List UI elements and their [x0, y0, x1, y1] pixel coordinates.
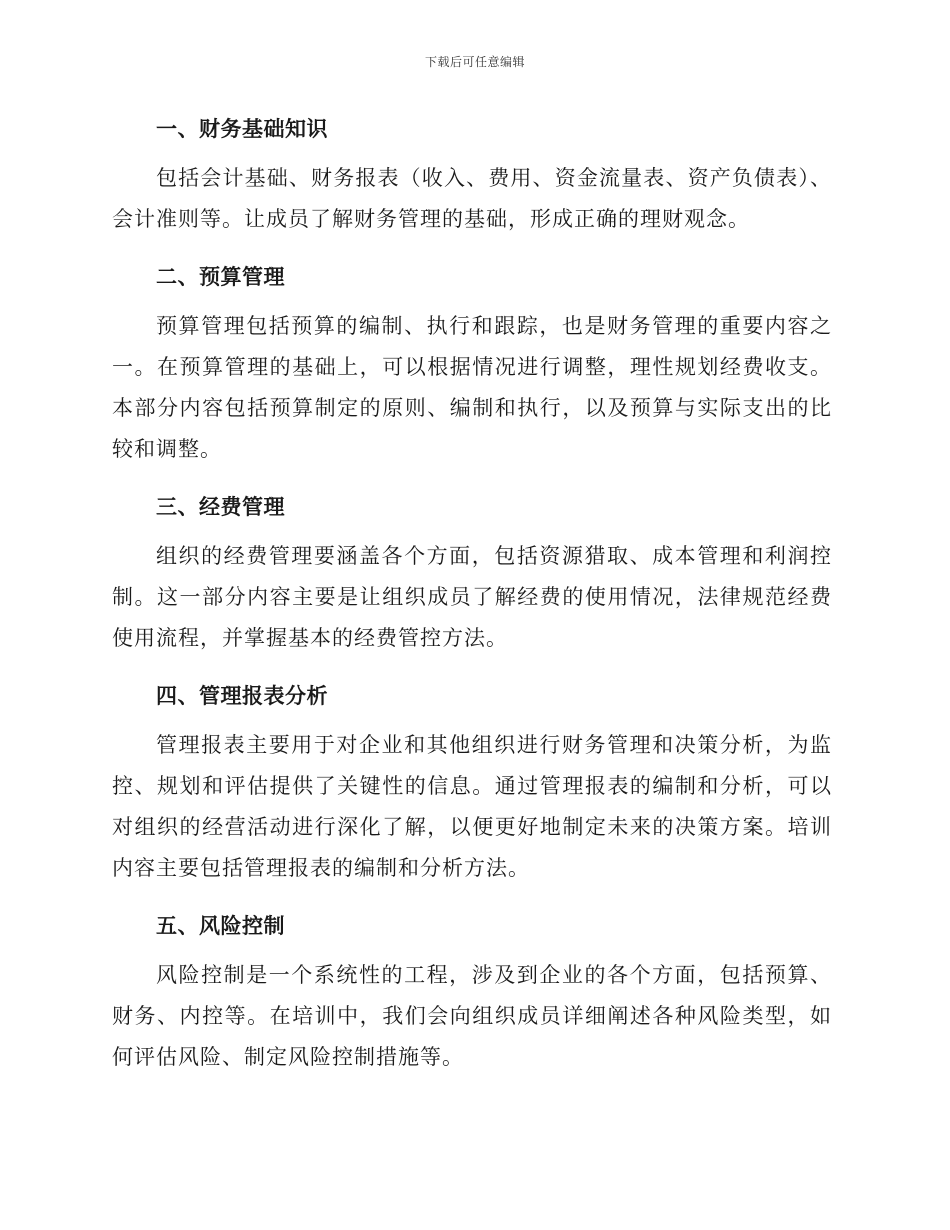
- section-financial-basics: [112, 108, 832, 240]
- section-report-analysis: [112, 675, 832, 889]
- section-paragraph: 预算管理包括预算的编制、执行和跟踪，也是财务管理的重要内容之一。在预算管理的基础上，可以根据情况进行调整，理性规划经费收支。本部分内容包括预算制定的原则、编制和执行，以及预算与实际支出的比较和调整。: [112, 314, 832, 461]
- section-funds-management: [112, 486, 832, 659]
- section-heading: 一、财务基础知识: [156, 117, 328, 141]
- section-budget-management: [112, 256, 832, 470]
- page-header: 下载后可任意编辑: [424, 55, 525, 69]
- document-body: [112, 108, 832, 1094]
- section-heading: 二、预算管理: [156, 265, 285, 289]
- section-heading: 五、风险控制: [156, 914, 285, 938]
- section-risk-control: [112, 905, 832, 1078]
- section-paragraph: 风险控制是一个系统性的工程，涉及到企业的各个方面，包括预算、财务、内控等。在培训中，我们会向组织成员详细阐述各种风险类型，如何评估风险、制定风险控制措施等。: [112, 963, 832, 1069]
- section-paragraph: 组织的经费管理要涵盖各个方面，包括资源猎取、成本管理和利润控制。这一部分内容主要是让组织成员了解经费的使用情况，法律规范经费使用流程，并掌握基本的经费管控方法。: [112, 544, 832, 650]
- section-paragraph: 管理报表主要用于对企业和其他组织进行财务管理和决策分析，为监控、规划和评估提供了关键性的信息。通过管理报表的编制和分析，可以对组织的经营活动进行深化了解，以便更好地制定未来的决策方案。培训内容主要包括管理报表的编制和分析方法。: [112, 733, 832, 880]
- section-heading: 三、经费管理: [156, 495, 285, 519]
- section-heading: 四、管理报表分析: [156, 684, 328, 708]
- section-paragraph: 包括会计基础、财务报表（收入、费用、资金流量表、资产负债表）、会计准则等。让成员了解财务管理的基础，形成正确的理财观念。: [112, 166, 832, 231]
